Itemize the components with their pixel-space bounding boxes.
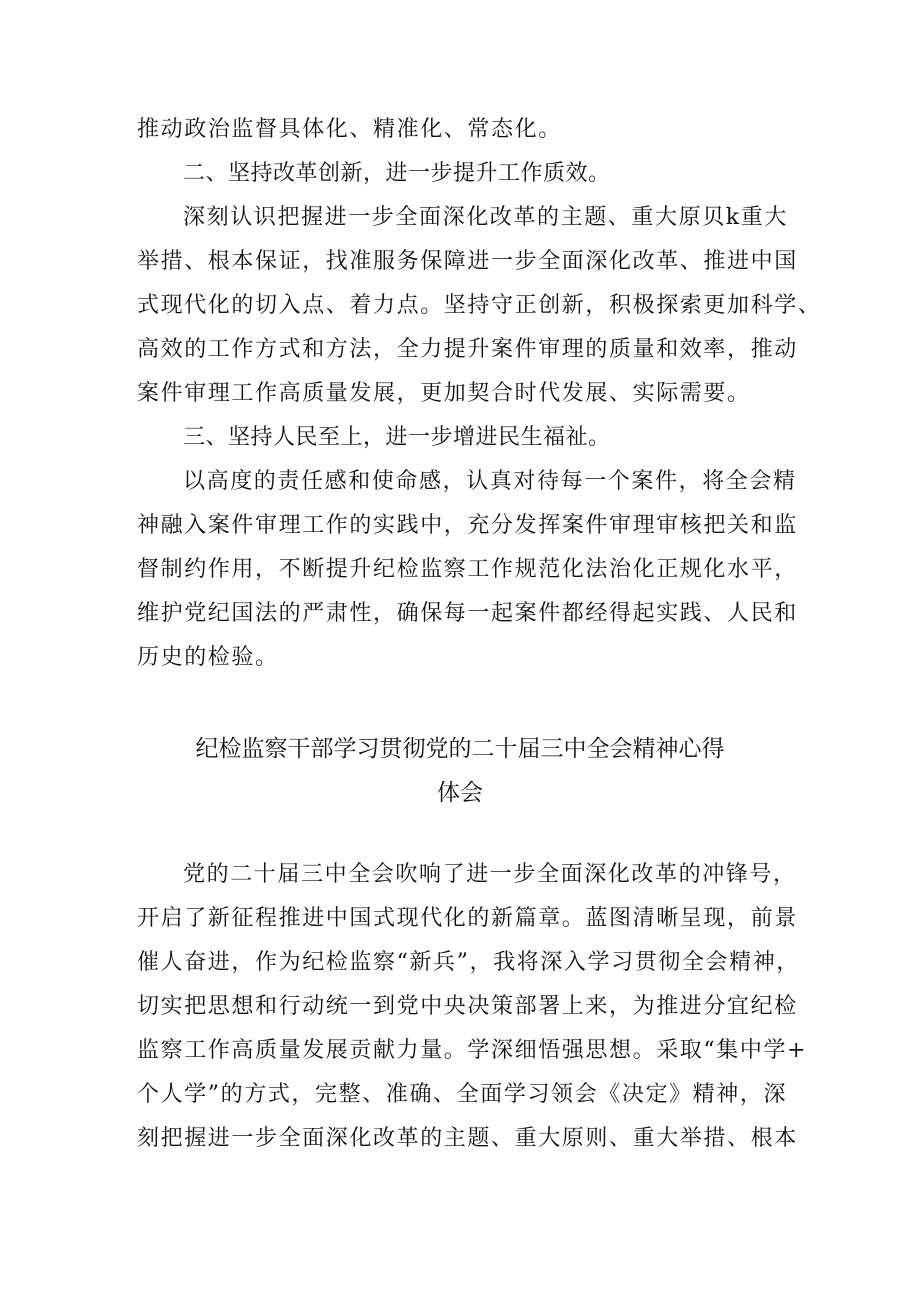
- paragraph-line: 切实把思想和行动统一到党中央决策部署上来，为推进分宜纪检: [137, 994, 798, 1019]
- paragraph-line: 案件审理工作高质量发展，更加契合时代发展、实际需要。: [137, 381, 751, 406]
- paragraph-line: 开启了新征程推进中国式现代化的新篇章。蓝图清晰呈现，前景: [137, 906, 798, 931]
- paragraph-line: 以高度的责任感和使命感，认真对待每一个案件，将全会精: [183, 469, 797, 494]
- paragraph-line: 监察工作高质量发展贡献力量。学深细悟强思想。采取“集中学+: [137, 1038, 808, 1063]
- paragraph-line: 深刻认识把握进一步全面深化改革的主题、重大原贝k重大: [183, 205, 788, 230]
- paragraph-line: 神融入案件审理工作的实践中，充分发挥案件审理审核把关和监: [137, 513, 798, 538]
- paragraph-line: 维护党纪国法的严肃性，确保每一起案件都经得起实践、人民和: [137, 601, 798, 626]
- section-heading-3: 三、坚持人民至上，进一步增进民生福祉。: [183, 425, 611, 450]
- paragraph-line: 刻把握进一步全面深化改革的主题、重大原则、重大举措、根本: [137, 1126, 798, 1151]
- paragraph-line: 个人学”的方式，完整、准确、全面学习领会《决定》精神，深: [137, 1082, 788, 1107]
- paragraph-line: 历史的检验。: [137, 645, 279, 670]
- paragraph-line: 推动政治监督具体化、精准化、常态化。: [137, 117, 562, 142]
- paragraph-line: 高效的工作方式和方法，全力提升案件审理的质量和效率，推动: [137, 337, 798, 362]
- article-title-continued: 体会: [437, 780, 483, 806]
- paragraph-line: 督制约作用，不断提升纪检监察工作规范化法治化正规化水平，: [137, 557, 798, 582]
- paragraph-line: 催人奋进，作为纪检监察“新兵”，我将深入学习贯彻全会精神，: [137, 950, 800, 975]
- section-heading-2: 二、坚持改革创新，进一步提升工作质效。: [183, 161, 611, 186]
- paragraph-line: 举措、根本保证，找准服务保障进一步全面深化改革、推进中国: [137, 249, 798, 274]
- article-title: 纪检监察干部学习贯彻党的二十届三中全会精神心得: [195, 736, 725, 762]
- paragraph-line: 式现代化的切入点、着力点。坚持守正创新，积极探索更加科学、: [137, 293, 822, 318]
- paragraph-line: 党的二十届三中全会吹响了进一步全面深化改革的冲锋号，: [183, 862, 797, 887]
